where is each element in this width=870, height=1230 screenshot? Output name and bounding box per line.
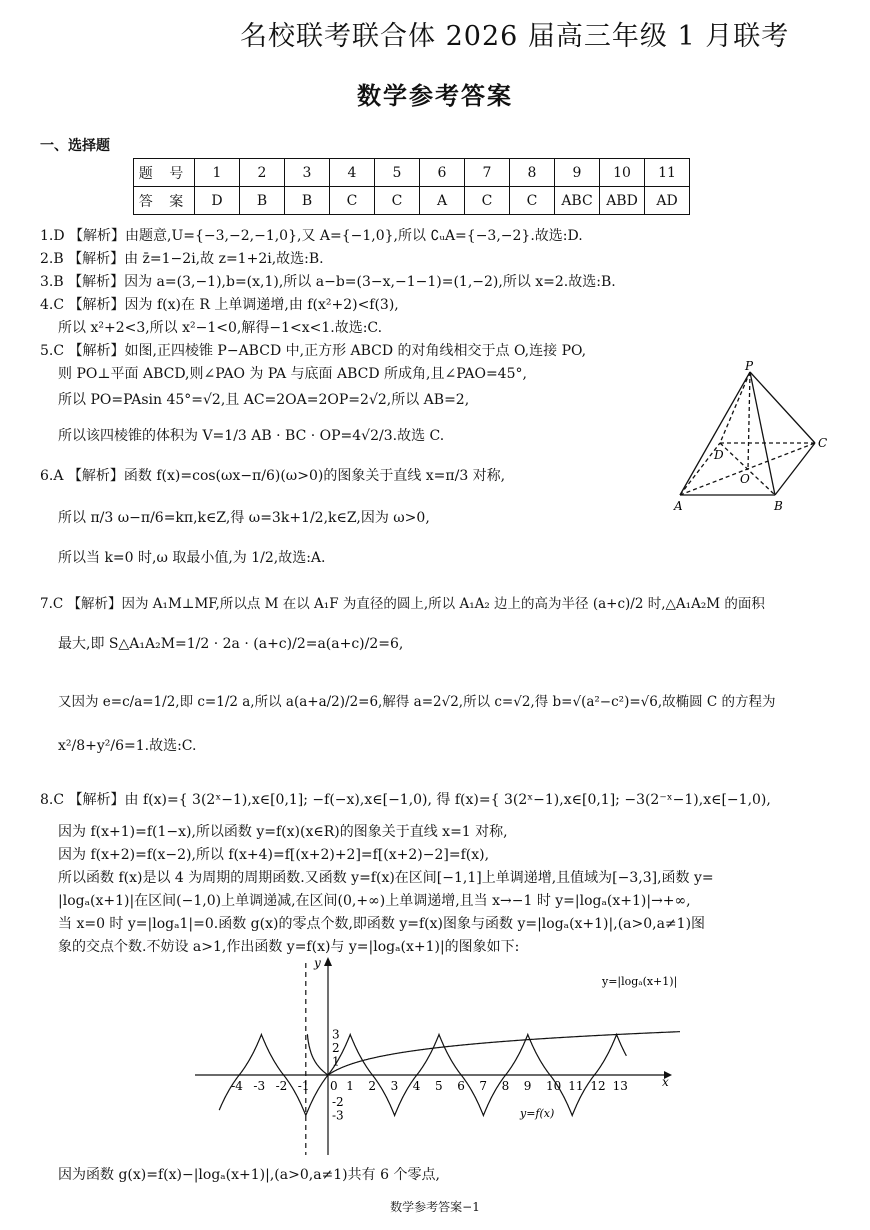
- solution-line: |logₐ(x+1)|在区间(−1,0)上单调递减,在区间(0,+∞)上单调递增,且当 x→−1 时 y=|logₐ(x+1)|→+∞,: [58, 893, 691, 909]
- solution-line: 所以当 k=0 时,ω 取最小值,为 1/2,故选:A.: [58, 550, 326, 566]
- x-tick-label: 13: [612, 1079, 628, 1093]
- x-tick-label: 9: [523, 1079, 532, 1093]
- solution-line: 象的交点个数.不妨设 a>1,作出函数 y=f(x)与 y=|logₐ(x+1)|的图象如下:: [58, 939, 520, 955]
- y-axis-arrow: [324, 957, 332, 966]
- q-answer: C: [375, 187, 420, 215]
- pyramid-figure: [670, 360, 840, 520]
- y-tick-label: -2: [332, 1095, 344, 1109]
- answer-row: [134, 187, 690, 215]
- solution-line: 因为函数 g(x)=f(x)−|logₐ(x+1)|,(a>0,a≠1)共有 6 个零点,: [58, 1167, 440, 1183]
- x-tick-label: -3: [253, 1079, 266, 1093]
- question-number-row: [134, 159, 690, 187]
- q-answer: C: [510, 187, 555, 215]
- q-number: 10: [600, 159, 645, 187]
- x-tick-label: 11: [568, 1079, 584, 1093]
- solution-line: 所以该四棱锥的体积为 V=1/3 AB · BC · OP=4√2/3.故选 C.: [58, 428, 445, 444]
- solution-line: 所以 x²+2<3,所以 x²−1<0,解得−1<x<1.故选:C.: [58, 320, 383, 336]
- solution-line: 所以 PO=PAsin 45°=√2,且 AC=2OA=2OP=2√2,所以 AB=2,: [58, 392, 470, 408]
- log-curve-label: y=|logₐ(x+1)|: [602, 975, 678, 988]
- solution-line: 因为 f(x+1)=f(1−x),所以函数 y=f(x)(x∈R)的图象关于直线 x=1 对称,: [58, 824, 508, 840]
- x-tick-label: 2: [368, 1079, 377, 1093]
- solution-line: 又因为 e=c/a=1/2,即 c=1/2 a,所以 a(a+a/2)/2=6,解得 a=2√2,所以 c=√2,得 b=√(a²−c²)=√6,故椭圆 C 的方程为: [58, 694, 776, 710]
- x-tick-label: 0: [330, 1079, 338, 1093]
- x-tick-label: 6: [457, 1079, 465, 1093]
- q-number: 6: [420, 159, 465, 187]
- solution-line: 则 PO⊥平面 ABCD,则∠PAO 为 PA 与底面 ABCD 所成角,且∠PAO=45°,: [58, 366, 527, 382]
- q-answer: B: [285, 187, 330, 215]
- solution-line: x²/8+y²/6=1.故选:C.: [58, 738, 197, 754]
- x-axis-label: x: [662, 1075, 669, 1089]
- q-answer: B: [240, 187, 285, 215]
- solution-line: 5.C 【解析】如图,正四棱锥 P−ABCD 中,正方形 ABCD 的对角线相交于点 O,连接 PO,: [40, 343, 587, 359]
- q-answer: ABC: [555, 187, 600, 215]
- y-tick-label: 1: [332, 1054, 340, 1069]
- pyramid-edge: [750, 372, 815, 443]
- x-tick-label: 3: [390, 1079, 399, 1093]
- x-tick-label: -4: [231, 1079, 243, 1093]
- row-label-number: 题 号: [134, 159, 195, 187]
- function-graph: [190, 955, 680, 1160]
- q-number: 3: [285, 159, 330, 187]
- label-a: A: [674, 499, 683, 513]
- q-answer: C: [330, 187, 375, 215]
- hidden-edge: [720, 372, 750, 443]
- q-answer: ABD: [600, 187, 645, 215]
- exam-title: 名校联考联合体 2026 届高三年级 1 月联考: [240, 21, 790, 52]
- row-label-answer: 答 案: [134, 187, 195, 215]
- label-b: B: [774, 499, 783, 513]
- solution-line: 4.C 【解析】因为 f(x)在 R 上单调递增,由 f(x²+2)<f(3),: [40, 297, 399, 313]
- y-tick-label: -3: [332, 1108, 344, 1123]
- f-curve-label: y=f(x): [520, 1107, 555, 1120]
- solution-line: 7.C 【解析】因为 A₁M⊥MF,所以点 M 在以 A₁F 为直径的圆上,所以 A₁A₂ 边上的高为半径 (a+c)/2 时,△A₁A₂M 的面积: [40, 596, 765, 612]
- page-footer: 数学参考答案−1: [390, 1200, 480, 1214]
- pyramid-edge: [775, 443, 815, 495]
- q-number: 1: [195, 159, 240, 187]
- x-tick-label: 4: [412, 1079, 421, 1093]
- q-number: 2: [240, 159, 285, 187]
- y-tick-label: 2: [332, 1041, 340, 1055]
- answer-table: [133, 158, 690, 215]
- label-d: D: [714, 448, 724, 462]
- q-number: 4: [330, 159, 375, 187]
- pyramid-edge: [750, 372, 775, 495]
- solution-line: 因为 f(x+2)=f(x−2),所以 f(x+4)=f[(x+2)+2]=f[(x+2)−2]=f(x),: [58, 847, 490, 863]
- q-answer: C: [465, 187, 510, 215]
- solution-line: 所以 π/3 ω−π/6=kπ,k∈Z,得 ω=3k+1/2,k∈Z,因为 ω>0,: [58, 510, 430, 526]
- solution-line: 8.C 【解析】由 f(x)={ 3(2ˣ−1),x∈[0,1]; −f(−x),x∈[−1,0), 得 f(x)={ 3(2ˣ−1),x∈[0,1]; −3(2⁻ˣ−1),x∈[−1,0),: [40, 792, 771, 808]
- y-axis-label: y: [314, 956, 321, 970]
- solution-line: 3.B 【解析】因为 a=(3,−1),b=(x,1),所以 a−b=(3−x,−1−1)=(1,−2),所以 x=2.故选:B.: [40, 274, 616, 290]
- q-answer: D: [195, 187, 240, 215]
- x-tick-label: 5: [435, 1079, 443, 1093]
- log-curve: [307, 1031, 680, 1075]
- x-tick-label: 1: [346, 1079, 354, 1093]
- x-tick-label: 8: [501, 1079, 510, 1093]
- q-number: 9: [555, 159, 600, 187]
- solution-line: 2.B 【解析】由 z̄=1−2i,故 z=1+2i,故选:B.: [40, 251, 324, 267]
- q-number: 11: [645, 159, 690, 187]
- solution-line: 6.A 【解析】函数 f(x)=cos(ωx−π/6)(ω>0)的图象关于直线 x=π/3 对称,: [40, 468, 506, 484]
- x-tick-label: 12: [590, 1079, 606, 1093]
- label-c: C: [818, 436, 828, 450]
- height-po: [748, 372, 750, 469]
- x-tick-label: 10: [546, 1079, 562, 1093]
- x-tick-label: 7: [479, 1079, 488, 1093]
- solution-line: 1.D 【解析】由题意,U={−3,−2,−1,0},又 A={−1,0},所以 ∁ᵤA={−3,−2}.故选:D.: [40, 228, 583, 244]
- q-number: 8: [510, 159, 555, 187]
- solution-line: 所以函数 f(x)是以 4 为周期的周期函数.又函数 y=f(x)在区间[−1,1]上单调递增,且值域为[−3,3],函数 y=: [58, 870, 714, 886]
- x-tick-label: -1: [297, 1079, 310, 1093]
- label-p: P: [745, 360, 754, 373]
- y-tick-label: 3: [332, 1027, 340, 1042]
- x-tick-label: -2: [275, 1079, 288, 1093]
- q-number: 5: [375, 159, 420, 187]
- solution-line: 当 x=0 时 y=|logₐ1|=0.函数 g(x)的零点个数,即函数 y=f(x)图象与函数 y=|logₐ(x+1)|,(a>0,a≠1)图: [58, 916, 706, 932]
- section-label: 一、选择题: [40, 138, 110, 154]
- label-o: O: [740, 472, 750, 486]
- solution-line: 最大,即 S△A₁A₂M=1/2 · 2a · (a+c)/2=a(a+c)/2=6,: [58, 636, 404, 652]
- page-title: 数学参考答案: [357, 82, 513, 110]
- diagonal: [720, 443, 775, 495]
- q-answer: AD: [645, 187, 690, 215]
- q-number: 7: [465, 159, 510, 187]
- q-answer: A: [420, 187, 465, 215]
